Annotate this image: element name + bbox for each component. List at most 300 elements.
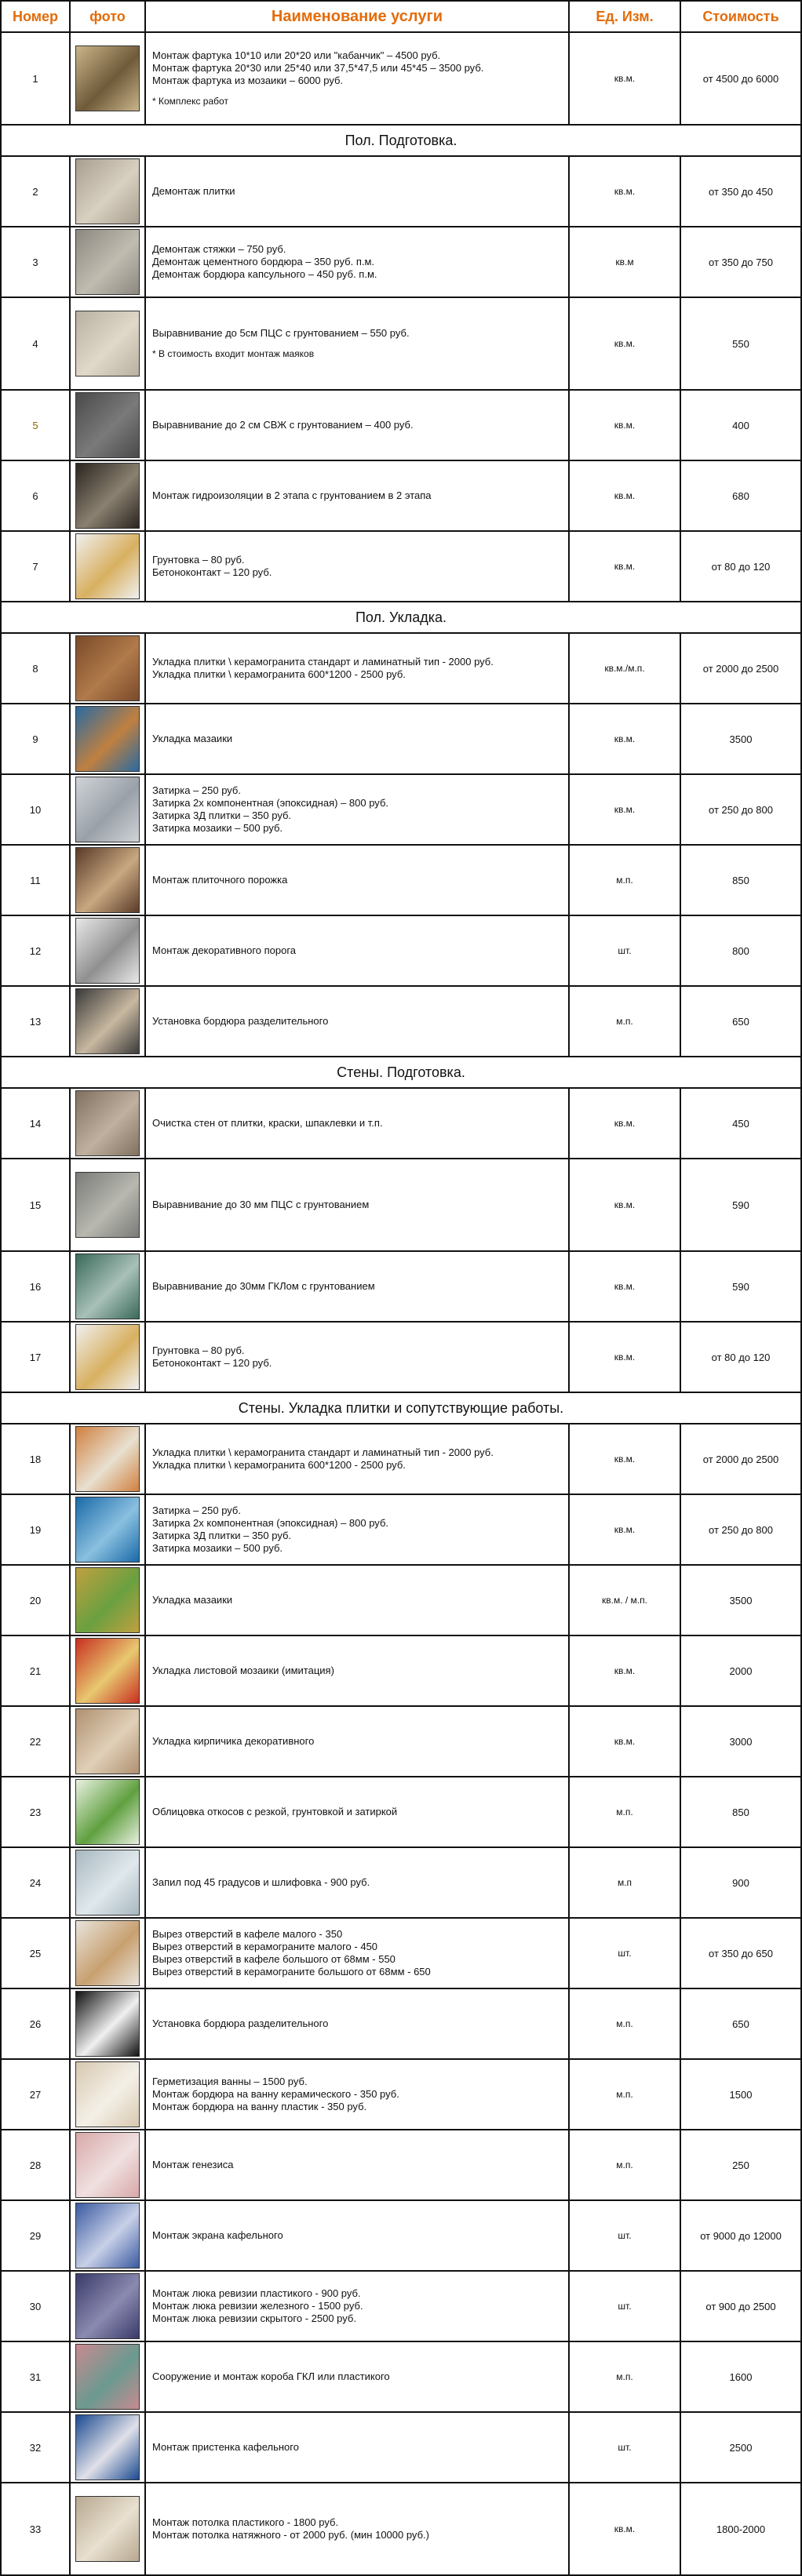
photo-cell xyxy=(70,845,145,915)
service-description xyxy=(145,2412,569,2483)
service-line: Грунтовка – 80 руб. xyxy=(152,1344,245,1356)
section-title: Пол. Подготовка. xyxy=(1,125,801,156)
service-photo xyxy=(75,1920,140,1986)
service-description xyxy=(145,1565,569,1635)
row-number: 13 xyxy=(1,986,70,1057)
table-row xyxy=(1,460,801,531)
unit-cell: кв.м./м.п. xyxy=(569,633,680,704)
row-number: 28 xyxy=(1,2130,70,2200)
service-line: Монтаж экрана кафельного xyxy=(152,2229,283,2241)
price-cell: от 80 до 120 xyxy=(680,1322,801,1392)
section-row xyxy=(1,1392,801,1424)
table-row xyxy=(1,1706,801,1777)
service-line: Затирка мозаики – 500 руб. xyxy=(152,822,283,834)
row-number: 9 xyxy=(1,704,70,774)
table-row xyxy=(1,32,801,125)
service-note: * Комплекс работ xyxy=(152,96,228,107)
price-cell: 250 xyxy=(680,2130,801,2200)
row-number: 17 xyxy=(1,1322,70,1392)
table-row xyxy=(1,633,801,704)
unit-cell: м.п. xyxy=(569,2130,680,2200)
price-cell: от 900 до 2500 xyxy=(680,2271,801,2341)
photo-cell xyxy=(70,1635,145,1706)
unit-cell: м.п. xyxy=(569,986,680,1057)
service-line: Монтаж плиточного порожка xyxy=(152,874,288,886)
table-row xyxy=(1,2412,801,2483)
service-description xyxy=(145,774,569,845)
service-photo xyxy=(75,392,140,458)
service-description xyxy=(145,1918,569,1988)
service-photo xyxy=(75,1090,140,1156)
service-description xyxy=(145,1322,569,1392)
unit-cell: шт. xyxy=(569,2271,680,2341)
row-number: 2 xyxy=(1,156,70,227)
service-line: Очистка стен от плитки, краски, шпаклевки и т.п. xyxy=(152,1117,383,1129)
service-line: Вырез отверстий в керамограните большого от 68мм - 650 xyxy=(152,1966,431,1977)
service-line: Укладка мазаики xyxy=(152,1594,233,1606)
service-photo xyxy=(75,45,140,111)
price-cell: от 350 до 450 xyxy=(680,156,801,227)
photo-cell xyxy=(70,1494,145,1565)
unit-cell: кв.м. xyxy=(569,1635,680,1706)
section-title: Стены. Подготовка. xyxy=(1,1057,801,1088)
service-line: Укладка кирпичика декоративного xyxy=(152,1735,315,1747)
row-number: 20 xyxy=(1,1565,70,1635)
service-description xyxy=(145,1424,569,1494)
row-number: 26 xyxy=(1,1988,70,2059)
service-photo xyxy=(75,1779,140,1845)
service-line: Укладка плитки \ керамогранита стандарт и ламинатный тип - 2000 руб. xyxy=(152,1446,494,1458)
row-number: 19 xyxy=(1,1494,70,1565)
photo-cell xyxy=(70,1706,145,1777)
service-description xyxy=(145,1847,569,1918)
photo-cell xyxy=(70,1918,145,1988)
service-line: Затирка 3Д плитки – 350 руб. xyxy=(152,810,292,821)
table-row xyxy=(1,1494,801,1565)
table-row xyxy=(1,2341,801,2412)
row-number: 32 xyxy=(1,2412,70,2483)
unit-cell: кв.м. xyxy=(569,531,680,602)
service-description xyxy=(145,460,569,531)
photo-cell xyxy=(70,1777,145,1847)
service-line: Монтаж гидроизоляции в 2 этапа с грунтованием в 2 этапа xyxy=(152,489,432,501)
row-number: 12 xyxy=(1,915,70,986)
service-note: * В стоимость входит монтаж маяков xyxy=(152,348,315,359)
section-title: Стены. Укладка плитки и сопутствующие работы. xyxy=(1,1392,801,1424)
table-row xyxy=(1,2059,801,2130)
table-row xyxy=(1,774,801,845)
unit-cell: кв.м. xyxy=(569,297,680,390)
service-description xyxy=(145,531,569,602)
header-photo: фото xyxy=(70,1,145,32)
photo-cell xyxy=(70,1251,145,1322)
unit-cell: кв.м. xyxy=(569,704,680,774)
service-photo xyxy=(75,229,140,295)
unit-cell: шт. xyxy=(569,1918,680,1988)
unit-cell: кв.м. xyxy=(569,32,680,125)
price-cell: от 4500 до 6000 xyxy=(680,32,801,125)
table-row xyxy=(1,2271,801,2341)
table-row xyxy=(1,531,801,602)
header-cost: Стоимость xyxy=(680,1,801,32)
table-row xyxy=(1,227,801,297)
service-photo xyxy=(75,777,140,842)
price-cell: 650 xyxy=(680,1988,801,2059)
table-row xyxy=(1,156,801,227)
price-cell: 680 xyxy=(680,460,801,531)
service-description xyxy=(145,2341,569,2412)
unit-cell: кв.м. xyxy=(569,460,680,531)
row-number: 14 xyxy=(1,1088,70,1159)
price-cell: от 2000 до 2500 xyxy=(680,1424,801,1494)
service-photo xyxy=(75,1253,140,1319)
service-line: Монтаж фартука 20*30 или 25*40 или 37,5*47,5 или 45*45 – 3500 руб. xyxy=(152,62,484,74)
service-line: Сооружение и монтаж короба ГКЛ или пластикого xyxy=(152,2370,390,2382)
table-row xyxy=(1,1635,801,1706)
service-line: Установка бордюра разделительного xyxy=(152,1015,329,1027)
service-description xyxy=(145,2200,569,2271)
section-title: Пол. Укладка. xyxy=(1,602,801,633)
service-description xyxy=(145,1635,569,1706)
photo-cell xyxy=(70,915,145,986)
row-number: 8 xyxy=(1,633,70,704)
unit-cell: кв.м. xyxy=(569,2483,680,2575)
service-description xyxy=(145,2483,569,2575)
service-description xyxy=(145,390,569,460)
row-number: 6 xyxy=(1,460,70,531)
service-line: Демонтаж бордюра капсульного – 450 руб. п.м. xyxy=(152,268,377,280)
row-number: 29 xyxy=(1,2200,70,2271)
unit-cell: м.п xyxy=(569,1847,680,1918)
photo-cell xyxy=(70,1565,145,1635)
service-photo xyxy=(75,2273,140,2339)
table-row xyxy=(1,2130,801,2200)
service-photo xyxy=(75,706,140,772)
service-description xyxy=(145,156,569,227)
service-description xyxy=(145,1088,569,1159)
header-number: Номер xyxy=(1,1,70,32)
service-line: Герметизация ванны – 1500 руб. xyxy=(152,2076,308,2087)
table-row xyxy=(1,1918,801,1988)
service-photo xyxy=(75,1426,140,1492)
service-photo xyxy=(75,2203,140,2269)
unit-cell: кв.м. xyxy=(569,1424,680,1494)
price-cell: 900 xyxy=(680,1847,801,1918)
photo-cell xyxy=(70,32,145,125)
header-unit: Ед. Изм. xyxy=(569,1,680,32)
service-line: Выравнивание до 30 мм ПЦС с грунтованием xyxy=(152,1199,370,1210)
photo-cell xyxy=(70,1322,145,1392)
table-row xyxy=(1,2483,801,2575)
price-cell: от 250 до 800 xyxy=(680,774,801,845)
photo-cell xyxy=(70,1988,145,2059)
price-cell: 1800-2000 xyxy=(680,2483,801,2575)
price-cell: от 250 до 800 xyxy=(680,1494,801,1565)
photo-cell xyxy=(70,2059,145,2130)
service-line: Монтаж люка ревизии скрытого - 2500 руб. xyxy=(152,2312,356,2324)
service-description xyxy=(145,297,569,390)
photo-cell xyxy=(70,390,145,460)
service-line: Укладка плитки \ керамогранита 600*1200 - 2500 руб. xyxy=(152,1459,406,1471)
row-number: 16 xyxy=(1,1251,70,1322)
row-number: 11 xyxy=(1,845,70,915)
service-line: Бетоноконтакт – 120 руб. xyxy=(152,1357,272,1369)
photo-cell xyxy=(70,1424,145,1494)
price-cell: 2500 xyxy=(680,2412,801,2483)
service-description xyxy=(145,1777,569,1847)
photo-cell xyxy=(70,1847,145,1918)
price-cell: 3500 xyxy=(680,1565,801,1635)
price-cell: от 80 до 120 xyxy=(680,531,801,602)
table-row xyxy=(1,2200,801,2271)
table-row xyxy=(1,704,801,774)
row-number: 10 xyxy=(1,774,70,845)
unit-cell: м.п. xyxy=(569,2341,680,2412)
service-photo xyxy=(75,2061,140,2127)
unit-cell: кв.м. xyxy=(569,1322,680,1392)
section-row xyxy=(1,602,801,633)
row-number: 24 xyxy=(1,1847,70,1918)
row-number: 21 xyxy=(1,1635,70,1706)
price-cell: от 350 до 650 xyxy=(680,1918,801,1988)
section-row xyxy=(1,1057,801,1088)
row-number: 5 xyxy=(1,390,70,460)
unit-cell: м.п. xyxy=(569,845,680,915)
service-photo xyxy=(75,2344,140,2410)
price-cell: 1500 xyxy=(680,2059,801,2130)
service-line: Монтаж бордюра на ванну керамического - 350 руб. xyxy=(152,2088,399,2100)
price-cell: 850 xyxy=(680,845,801,915)
service-photo xyxy=(75,1172,140,1238)
row-number: 23 xyxy=(1,1777,70,1847)
service-photo xyxy=(75,1850,140,1916)
photo-cell xyxy=(70,531,145,602)
service-line: Установка бордюра разделительного xyxy=(152,2018,329,2029)
unit-cell: кв.м xyxy=(569,227,680,297)
service-photo xyxy=(75,1638,140,1704)
service-description xyxy=(145,2271,569,2341)
service-description xyxy=(145,1251,569,1322)
unit-cell: м.п. xyxy=(569,2059,680,2130)
service-line: Демонтаж стяжки – 750 руб. xyxy=(152,243,286,255)
photo-cell xyxy=(70,2412,145,2483)
service-photo xyxy=(75,2132,140,2198)
unit-cell: шт. xyxy=(569,2412,680,2483)
photo-cell xyxy=(70,156,145,227)
price-cell: 650 xyxy=(680,986,801,1057)
service-line: Монтаж пристенка кафельного xyxy=(152,2441,299,2453)
unit-cell: кв.м. xyxy=(569,1494,680,1565)
price-cell: 450 xyxy=(680,1088,801,1159)
unit-cell: кв.м. xyxy=(569,1159,680,1251)
service-photo xyxy=(75,2414,140,2480)
service-photo xyxy=(75,847,140,913)
photo-cell xyxy=(70,2341,145,2412)
unit-cell: кв.м. / м.п. xyxy=(569,1565,680,1635)
row-number: 18 xyxy=(1,1424,70,1494)
photo-cell xyxy=(70,1088,145,1159)
table-row xyxy=(1,915,801,986)
table-body xyxy=(1,32,801,2575)
header-service: Наименование услуги xyxy=(145,1,569,32)
service-description xyxy=(145,2130,569,2200)
price-cell: 400 xyxy=(680,390,801,460)
service-line: Выравнивание до 30мм ГКЛом с грунтованием xyxy=(152,1280,375,1292)
service-line: Затирка 3Д плитки – 350 руб. xyxy=(152,1530,292,1541)
row-number: 4 xyxy=(1,297,70,390)
photo-cell xyxy=(70,1159,145,1251)
service-line: Вырез отверстий в кафеле большого от 68мм - 550 xyxy=(152,1953,396,1965)
service-line: Монтаж люка ревизии железного - 1500 руб. xyxy=(152,2300,363,2312)
row-number: 33 xyxy=(1,2483,70,2575)
service-photo xyxy=(75,1708,140,1774)
photo-cell xyxy=(70,227,145,297)
service-photo xyxy=(75,635,140,701)
service-description xyxy=(145,1494,569,1565)
unit-cell: шт. xyxy=(569,2200,680,2271)
price-cell: 550 xyxy=(680,297,801,390)
service-photo xyxy=(75,1497,140,1563)
service-line: Укладка плитки \ керамогранита 600*1200 - 2500 руб. xyxy=(152,668,406,680)
service-line: Укладка мазаики xyxy=(152,733,233,744)
photo-cell xyxy=(70,704,145,774)
service-line: Монтаж потолка пластикого - 1800 руб. xyxy=(152,2516,339,2528)
service-line: Грунтовка – 80 руб. xyxy=(152,554,245,566)
service-photo xyxy=(75,158,140,224)
service-line: Монтаж декоративного порога xyxy=(152,944,297,956)
table-row xyxy=(1,1088,801,1159)
row-number: 31 xyxy=(1,2341,70,2412)
service-description xyxy=(145,633,569,704)
photo-cell xyxy=(70,2200,145,2271)
service-photo xyxy=(75,918,140,984)
photo-cell xyxy=(70,2271,145,2341)
service-line: Затирка – 250 руб. xyxy=(152,1504,241,1516)
service-line: Выравнивание до 5см ПЦС с грунтованием – 550 руб. xyxy=(152,327,410,339)
photo-cell xyxy=(70,633,145,704)
table-row xyxy=(1,1847,801,1918)
section-row xyxy=(1,125,801,156)
photo-cell xyxy=(70,460,145,531)
row-number: 30 xyxy=(1,2271,70,2341)
unit-cell: кв.м. xyxy=(569,1706,680,1777)
unit-cell: м.п. xyxy=(569,1988,680,2059)
table-row xyxy=(1,390,801,460)
price-cell: 800 xyxy=(680,915,801,986)
service-description xyxy=(145,2059,569,2130)
service-line: Монтаж люка ревизии пластикого - 900 руб. xyxy=(152,2287,361,2299)
service-line: Затирка 2х компонентная (эпоксидная) – 800 руб. xyxy=(152,797,389,809)
service-line: Вырез отверстий в керамограните малого - 450 xyxy=(152,1941,378,1952)
service-line: Облицовка откосов с резкой, грунтовкой и затиркой xyxy=(152,1806,398,1817)
table-row xyxy=(1,1322,801,1392)
service-line: Монтаж фартука из мозаики – 6000 руб. xyxy=(152,75,344,86)
row-number: 15 xyxy=(1,1159,70,1251)
service-description xyxy=(145,1706,569,1777)
table-row xyxy=(1,1565,801,1635)
service-photo xyxy=(75,2496,140,2562)
unit-cell: кв.м. xyxy=(569,774,680,845)
service-description xyxy=(145,845,569,915)
photo-cell xyxy=(70,2483,145,2575)
service-line: Запил под 45 градусов и шлифовка - 900 руб. xyxy=(152,1876,370,1888)
service-photo xyxy=(75,311,140,377)
photo-cell xyxy=(70,986,145,1057)
service-line: Демонтаж цементного бордюра – 350 руб. п.м. xyxy=(152,256,375,267)
service-line: Монтаж фартука 10*10 или 20*20 или "кабанчик" – 4500 руб. xyxy=(152,49,441,61)
service-line: Выравнивание до 2 см СВЖ с грунтованием – 400 руб. xyxy=(152,419,414,431)
service-line: Затирка мозаики – 500 руб. xyxy=(152,1542,283,1554)
service-description xyxy=(145,704,569,774)
price-cell: 590 xyxy=(680,1251,801,1322)
service-line: Бетоноконтакт – 120 руб. xyxy=(152,566,272,578)
service-line: Монтаж потолка натяжного - от 2000 руб. (мин 10000 руб.) xyxy=(152,2529,429,2541)
price-cell: 3500 xyxy=(680,704,801,774)
row-number: 25 xyxy=(1,1918,70,1988)
service-line: Вырез отверстий в кафеле малого - 350 xyxy=(152,1928,343,1940)
service-line: Затирка – 250 руб. xyxy=(152,784,241,796)
row-number: 22 xyxy=(1,1706,70,1777)
price-cell: 3000 xyxy=(680,1706,801,1777)
service-photo xyxy=(75,1991,140,2057)
table-row xyxy=(1,297,801,390)
service-photo xyxy=(75,1567,140,1633)
price-cell: от 350 до 750 xyxy=(680,227,801,297)
service-description xyxy=(145,986,569,1057)
table-row xyxy=(1,1424,801,1494)
service-description xyxy=(145,915,569,986)
photo-cell xyxy=(70,2130,145,2200)
service-line: Укладка плитки \ керамогранита стандарт и ламинатный тип - 2000 руб. xyxy=(152,656,494,668)
unit-cell: кв.м. xyxy=(569,156,680,227)
unit-cell: шт. xyxy=(569,915,680,986)
row-number: 3 xyxy=(1,227,70,297)
unit-cell: кв.м. xyxy=(569,390,680,460)
service-line: Укладка листовой мозаики (имитация) xyxy=(152,1665,334,1676)
table-row xyxy=(1,1988,801,2059)
unit-cell: м.п. xyxy=(569,1777,680,1847)
row-number: 7 xyxy=(1,531,70,602)
service-photo xyxy=(75,463,140,529)
service-photo xyxy=(75,988,140,1054)
price-cell: 1600 xyxy=(680,2341,801,2412)
service-line: Затирка 2х компонентная (эпоксидная) – 800 руб. xyxy=(152,1517,389,1529)
table-row xyxy=(1,986,801,1057)
price-cell: 850 xyxy=(680,1777,801,1847)
service-line: Демонтаж плитки xyxy=(152,185,235,197)
service-line: Монтаж генезиса xyxy=(152,2159,234,2170)
row-number: 27 xyxy=(1,2059,70,2130)
table-row xyxy=(1,845,801,915)
table-row xyxy=(1,1251,801,1322)
service-description xyxy=(145,227,569,297)
service-description xyxy=(145,1988,569,2059)
price-cell: от 9000 до 12000 xyxy=(680,2200,801,2271)
service-description xyxy=(145,1159,569,1251)
table-row xyxy=(1,1777,801,1847)
price-cell: от 2000 до 2500 xyxy=(680,633,801,704)
price-cell: 2000 xyxy=(680,1635,801,1706)
service-photo xyxy=(75,1324,140,1390)
table-row xyxy=(1,1159,801,1251)
header-row xyxy=(1,1,801,32)
service-line: Монтаж бордюра на ванну пластик - 350 руб. xyxy=(152,2101,367,2112)
unit-cell: кв.м. xyxy=(569,1088,680,1159)
photo-cell xyxy=(70,297,145,390)
price-cell: 590 xyxy=(680,1159,801,1251)
photo-cell xyxy=(70,774,145,845)
service-description xyxy=(145,32,569,125)
